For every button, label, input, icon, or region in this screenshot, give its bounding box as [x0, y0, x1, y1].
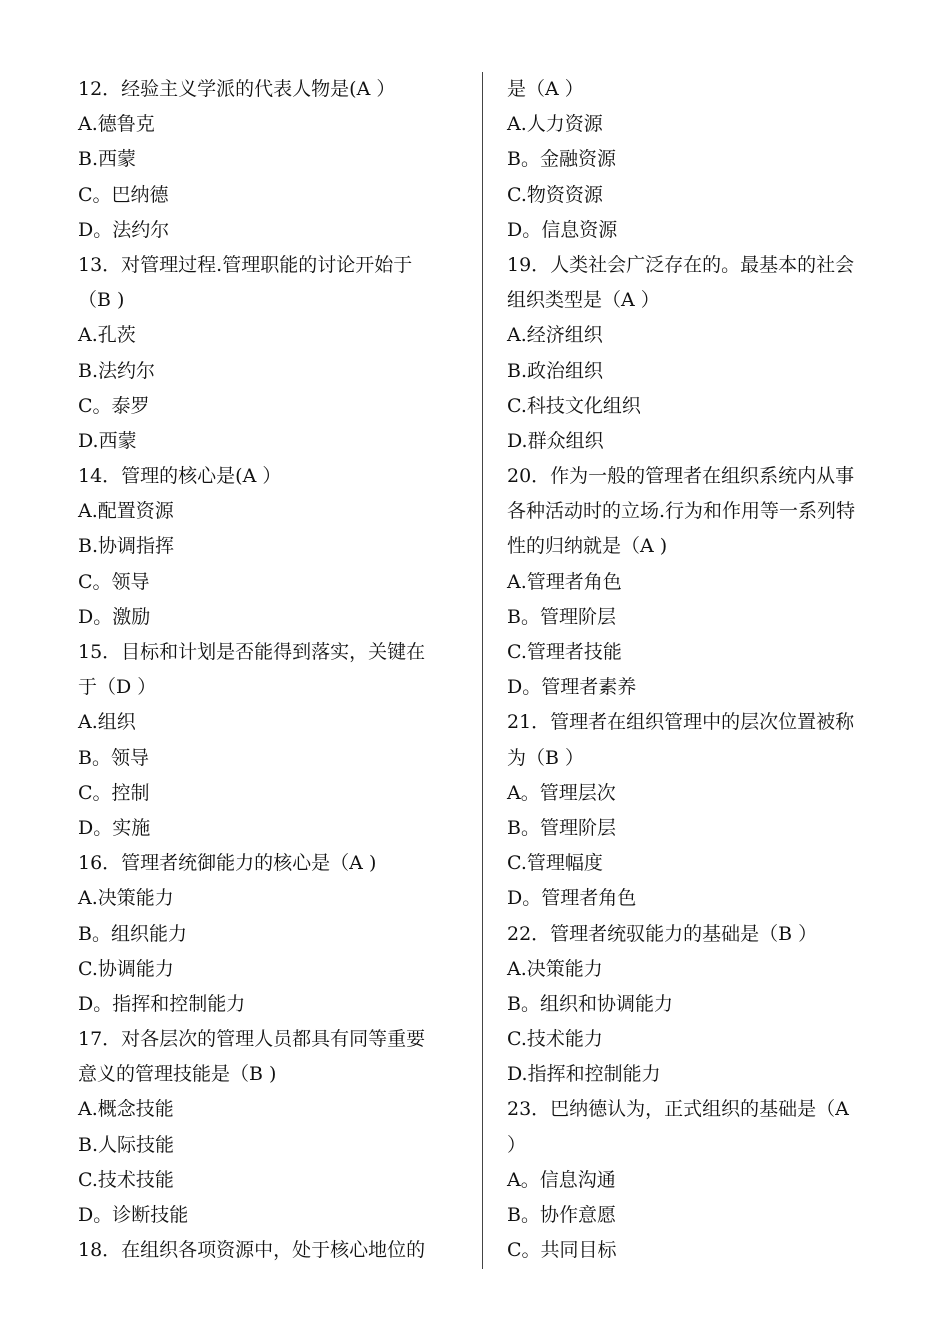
- text-line: B。组织能力: [78, 922, 187, 945]
- left-column: [78, 72, 458, 1268]
- text-line: 16．管理者统御能力的核心是（A ): [78, 852, 377, 875]
- text-line: C.技术技能: [78, 1168, 174, 1191]
- text-line: D.群众组织: [507, 429, 604, 452]
- text-line: B.人际技能: [78, 1133, 175, 1156]
- text-line: D。诊断技能: [78, 1204, 189, 1226]
- text-line: ）: [507, 1133, 527, 1156]
- text-line: 性的归纳就是（A ): [507, 535, 668, 558]
- text-line: A.经济组织: [507, 324, 603, 347]
- text-line: B。组织和协调能力: [507, 992, 673, 1015]
- text-line: 是（A ）: [507, 78, 584, 100]
- text-line: A.德鲁克: [78, 113, 155, 136]
- text-line: D。实施: [78, 816, 151, 839]
- text-line: B。协作意愿: [507, 1204, 616, 1226]
- text-line: C.协调能力: [78, 957, 174, 980]
- text-line: B.协调指挥: [78, 535, 175, 558]
- text-line: A。信息沟通: [507, 1168, 616, 1191]
- text-line: 20．作为一般的管理者在组织系统内从事: [507, 465, 855, 488]
- text-line: C.物资资源: [507, 183, 603, 206]
- text-line: D。法约尔: [78, 218, 170, 241]
- text-line: 各种活动时的立场.行为和作用等一系列特: [507, 500, 856, 523]
- text-line: D。管理者角色: [507, 887, 637, 910]
- text-line: 12．经验主义学派的代表人物是(A ）: [78, 78, 396, 100]
- text-line: 21．管理者在组织管理中的层次位置被称: [507, 711, 855, 734]
- text-line: （B ): [78, 289, 125, 312]
- text-line: 15．目标和计划是否能得到落实，关键在: [78, 641, 426, 663]
- text-line: A.管理者角色: [507, 570, 622, 593]
- text-line: 14．管理的核心是(A ）: [78, 465, 282, 488]
- text-line: A.人力资源: [507, 113, 603, 136]
- text-line: A.孔茨: [78, 324, 136, 347]
- text-line: B。管理阶层: [507, 816, 616, 839]
- text-line: B.法约尔: [78, 359, 156, 382]
- text-line: 18．在组织各项资源中，处于核心地位的: [78, 1239, 426, 1262]
- text-line: C。泰罗: [78, 394, 150, 417]
- text-line: B。金融资源: [507, 148, 616, 171]
- text-line: 组织类型是（A ）: [507, 289, 660, 312]
- text-line: C.技术能力: [507, 1028, 603, 1051]
- text-line: D。信息资源: [507, 218, 618, 241]
- text-line: C。共同目标: [507, 1239, 617, 1262]
- text-line: 19．人类社会广泛存在的。最基本的社会: [507, 253, 855, 276]
- text-line: A.决策能力: [507, 957, 603, 980]
- right-column: [507, 72, 887, 1268]
- text-line: C。巴纳德: [78, 183, 169, 206]
- text-line: A.配置资源: [78, 500, 174, 523]
- text-line: A.组织: [78, 711, 136, 734]
- text-line: 23．巴纳德认为，正式组织的基础是（A: [507, 1098, 849, 1121]
- text-line: A.概念技能: [78, 1098, 174, 1121]
- text-line: D.指挥和控制能力: [507, 1063, 661, 1086]
- text-line: A.决策能力: [78, 887, 174, 910]
- text-line: D.西蒙: [78, 429, 137, 452]
- column-divider: [482, 72, 483, 1269]
- text-line: C.科技文化组织: [507, 394, 641, 417]
- text-line: C。领导: [78, 570, 150, 593]
- text-line: D。指挥和控制能力: [78, 992, 246, 1015]
- text-line: D。管理者素养: [507, 676, 637, 699]
- text-line: 意义的管理技能是（B ): [78, 1063, 277, 1086]
- text-line: C.管理幅度: [507, 852, 603, 875]
- text-line: B。领导: [78, 746, 149, 769]
- text-line: 为（B ）: [507, 746, 585, 769]
- text-line: 22．管理者统驭能力的基础是（B ）: [507, 922, 818, 945]
- text-line: B.西蒙: [78, 148, 137, 171]
- text-line: D。激励: [78, 605, 151, 628]
- text-line: 17．对各层次的管理人员都具有同等重要: [78, 1028, 426, 1051]
- text-line: B。管理阶层: [507, 605, 616, 628]
- text-line: C.管理者技能: [507, 641, 622, 663]
- text-line: B.政治组织: [507, 359, 604, 382]
- text-line: 于（D ）: [78, 676, 157, 699]
- text-line: C。控制: [78, 781, 150, 804]
- text-line: A。管理层次: [507, 781, 616, 804]
- text-line: 13．对管理过程.管理职能的讨论开始于: [78, 253, 413, 276]
